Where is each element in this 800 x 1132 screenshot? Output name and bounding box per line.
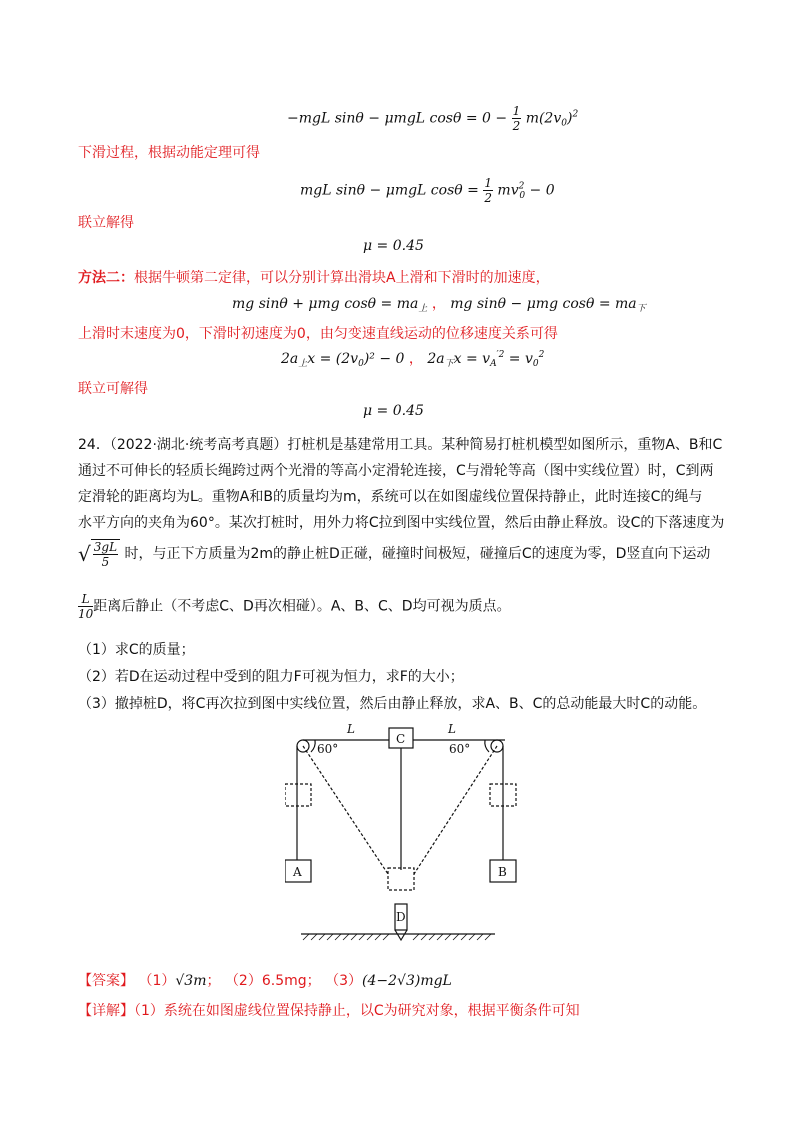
label-c: C: [396, 732, 406, 746]
problem-line-3: 定滑轮的距离均为L。重物A和B的质量均为m，系统可以在如图虚线位置保持静止，此时连接C的绳与: [78, 489, 703, 505]
eq2-tail: mv: [497, 182, 519, 199]
fraction-half-2: $\frac{1}{2}$: [484, 176, 492, 205]
answer-1-label: （1）: [138, 973, 176, 989]
joint-solve-label-2: 联立可解得: [78, 381, 148, 397]
problem-line-5: √ $\frac{3gL}{5}$ 时，与正下方质量为2m的静止桩D正碰，碰撞时间极短，碰撞后C的速度为零，D竖直向下运动: [78, 540, 711, 569]
label-l-left: L: [347, 722, 355, 736]
eq3a: mg sinθ + μmg cosθ = ma: [232, 296, 419, 312]
answer-3-value: (4−2√3)mgL: [362, 973, 452, 989]
eq3b: mg sinθ − μmg cosθ = ma: [450, 296, 637, 312]
eq4b-tail: x = v: [453, 351, 491, 367]
eq2-end: − 0: [525, 182, 555, 199]
detail-text: （1）系统在如图虚线位置保持静止，以C为研究对象，根据平衡条件可知: [134, 1003, 580, 1019]
question-3: （3）撤掉桩D，将C再次拉到图中实线位置，然后由静止释放，求A、B、C的总动能最大时C的动能。: [78, 696, 707, 712]
method2-text: 根据牛顿第二定律，可以分别计算出滑块A上滑和下滑时的加速度，: [134, 270, 550, 286]
eq1-tail: m(2v: [525, 110, 562, 127]
equation-energy-up: −mgL sinθ − μmgL cosθ = 0 − $\frac{1}{2}$ $m(2v_0)^2$: [287, 104, 579, 133]
eq4a-end: )² − 0: [363, 351, 405, 367]
equation-energy-down: mgL sinθ − μmgL cosθ = $\frac{1}{2}$ $mv^2_0 - 0$: [300, 176, 555, 205]
problem-text-6: 距离后静止（不考虑C、D再次相碰）。A、B、C、D均可视为质点。: [93, 598, 511, 615]
eq4b: 2a: [427, 351, 445, 367]
sqrt-denominator: 5: [101, 555, 110, 569]
answer-line: [78, 970, 452, 990]
detail-line: [78, 1000, 580, 1020]
answer-2: （2）6.5mg；: [224, 973, 321, 989]
problem-line-4: 水平方向的夹角为60°。某次打桩时，用外力将C拉到图中实线位置，然后由静止释放。设C的下落速度为: [78, 515, 725, 531]
problem-line-2: 通过不可伸长的轻质长绳跨过两个光滑的等高小定滑轮连接，C与滑轮等高（图中实线位置）时，C到两: [78, 463, 714, 479]
answer-tag: 【答案】: [78, 973, 134, 989]
label-a: A: [293, 865, 302, 879]
answer-3-label: （3）: [325, 973, 363, 989]
eq3-separator: ，: [431, 296, 446, 312]
eq1-main: −mgL sinθ − μmgL cosθ = 0 −: [287, 110, 508, 127]
problem-source: （2022·湖北·统考高考真题）: [109, 437, 288, 453]
method2-title: 方法二：: [78, 270, 134, 286]
frac-denominator: 10: [78, 607, 94, 621]
dashed-c-box: [388, 868, 414, 890]
eq2-main: mgL sinθ − μmgL cosθ =: [300, 182, 479, 199]
answer-1-sep: ；: [206, 973, 221, 989]
sqrt-numerator: 3gL: [93, 540, 118, 554]
angle-right: 60°: [449, 742, 471, 756]
eq4a: 2a: [281, 351, 299, 367]
label-b: B: [498, 865, 507, 879]
step-down-label: 下滑过程，根据动能定理可得: [78, 145, 260, 161]
problem-text-5: 时，与正下方质量为2m的静止桩D正碰，碰撞时间极短，碰撞后C的速度为零，D竖直向下运动: [124, 546, 711, 562]
pile-driver-diagram: [285, 716, 525, 956]
mu-result-2: μ = 0.45: [363, 403, 424, 419]
dashed-a-box: [285, 784, 311, 806]
detail-tag: 【详解】: [78, 1003, 134, 1019]
kinematics-text: 上滑时末速度为0，下滑时初速度为0，由匀变速直线运动的位移速度关系可得: [78, 326, 558, 342]
label-d: D: [396, 910, 406, 924]
mu-result: μ = 0.45: [363, 238, 424, 254]
eq4b-end: = v: [504, 351, 533, 367]
joint-solve-label: 联立解得: [78, 215, 134, 231]
problem-line-1: [78, 434, 722, 454]
eq4a-tail: x = (2v: [307, 351, 359, 367]
equation-newton: mg sinθ + μmg $\cos\theta = ma_上$ ， mg sinθ − μmg $\cos\theta = ma_下$: [232, 296, 646, 314]
problem-line-6: [78, 592, 511, 621]
problem-number: 24．: [78, 437, 110, 453]
fraction-half: $\frac{1}{2}$: [512, 104, 521, 133]
question-1: （1）求C的质量；: [78, 642, 195, 658]
answer-1-value: √3m: [175, 973, 207, 989]
method2-line: [78, 267, 550, 287]
equation-kinematics: $2a_上x = (2v_0)^2 - 0$ ， $2a_下x = v_A^{'2} = v_0^2$: [281, 350, 545, 369]
eq1-end: ): [566, 110, 573, 127]
frac-numerator: L: [78, 592, 93, 607]
problem-text-1: 打桩机是基建常用工具。某种简易打桩机模型如图所示，重物A、B和C: [287, 437, 723, 453]
label-l-right: L: [448, 722, 456, 736]
question-2: （2）若D在运动过程中受到的阻力F可视为恒力，求F的大小；: [78, 669, 464, 685]
angle-left: 60°: [317, 742, 339, 756]
